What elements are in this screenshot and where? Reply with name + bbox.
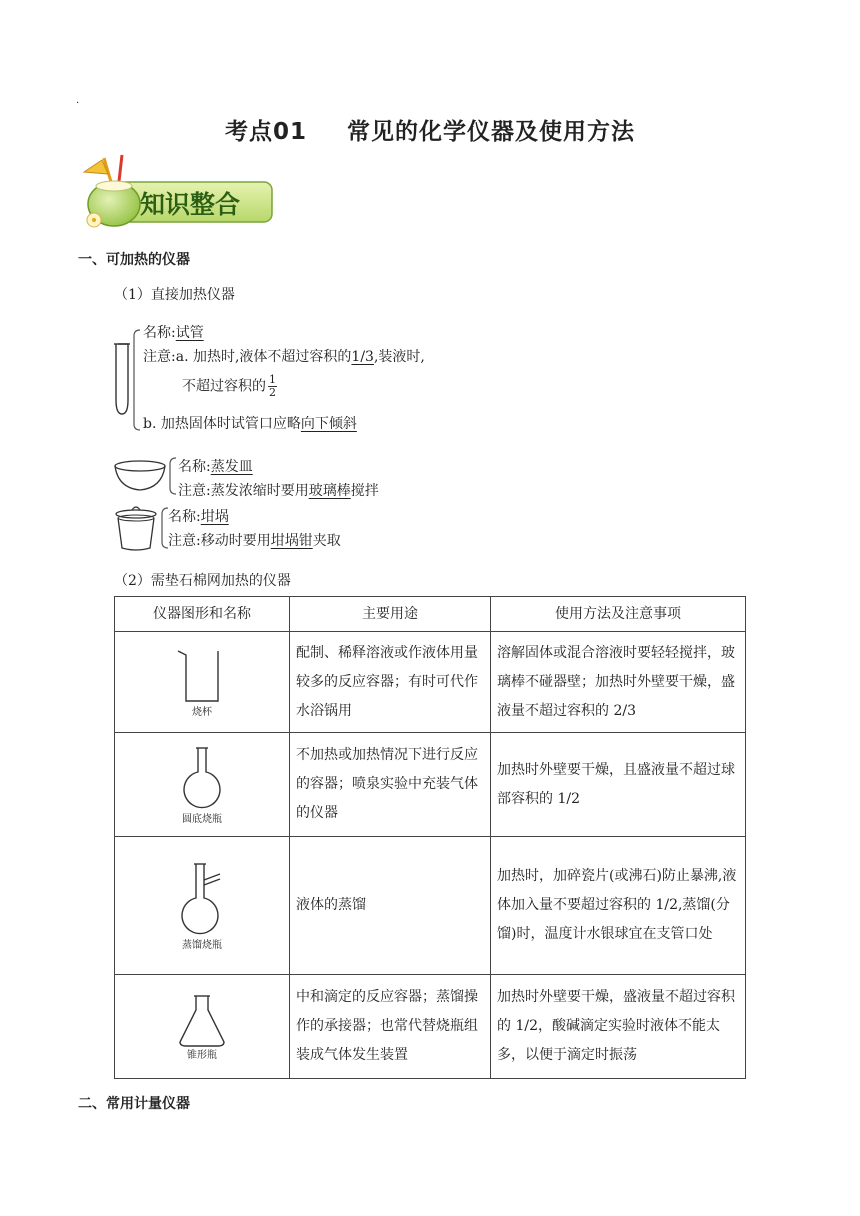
table-cell-use: 不加热或加热情况下进行反应的容器；喷泉实验中充装气体的仪器 xyxy=(290,733,491,837)
round-bottom-flask-icon xyxy=(172,744,232,814)
conical-flask-icon xyxy=(172,992,232,1050)
table-cell-notes: 溶解固体或混合溶液时要轻轻搅拌，玻璃棒不碰器壁；加热时外壁要干燥，盛液量不超过容积的 2/3 xyxy=(491,632,746,733)
crucible-note-underlined: 坩埚钳 xyxy=(270,533,313,549)
beaker-icon xyxy=(172,645,232,707)
table-cell-use: 中和滴定的反应容器；蒸馏操作的承接器；也常代替烧瓶组装成气体发生装置 xyxy=(290,975,491,1079)
section2-heading: 二、常用计量仪器 xyxy=(78,1096,190,1112)
frac-num: 1 xyxy=(269,373,276,386)
table-cell-notes: 加热时外壁要干燥，盛液量不超过容积的 1/2，酸碱滴定实验时液体不能太多，以便于滴定时振荡 xyxy=(491,975,746,1079)
table-row xyxy=(115,837,746,975)
table-row xyxy=(115,975,746,1079)
crucible-icon xyxy=(110,504,170,554)
test-tube-name-prefix: 名称: xyxy=(143,325,176,341)
crucible-name-line xyxy=(168,506,229,526)
note-a-fraction: 1/3 xyxy=(351,349,374,365)
note-b-underlined: 向下倾斜 xyxy=(300,416,357,432)
crucible-note xyxy=(168,530,341,550)
test-tube-icon xyxy=(110,328,146,432)
table-cell-use: 液体的蒸馏 xyxy=(290,837,491,975)
test-tube-name: 试管 xyxy=(175,325,204,341)
apparatus-name: 烧杯 xyxy=(192,707,212,718)
table-cell-notes: 加热时外壁要干燥，且盛液量不超过球部容积的 1/2 xyxy=(491,733,746,837)
title-code: 考点01 xyxy=(224,119,307,145)
test-tube-note-a xyxy=(143,346,425,366)
fraction-half xyxy=(268,374,277,399)
crucible-note-prefix: 注意:移动时要用 xyxy=(168,533,271,549)
distillation-flask-icon xyxy=(172,860,232,940)
evap-dish-note xyxy=(178,480,379,500)
table-header-cell: 使用方法及注意事项 xyxy=(491,597,746,632)
note-b-prefix: b. 加热固体时试管口应略 xyxy=(143,416,301,432)
note-a-mid: ,装液时, xyxy=(373,349,425,365)
table-row xyxy=(115,632,746,733)
evap-note-underlined: 玻璃棒 xyxy=(308,483,351,499)
apparatus-name: 蒸馏烧瓶 xyxy=(182,939,222,951)
test-tube-note-a2 xyxy=(182,374,277,399)
evap-dish-name: 蒸发皿 xyxy=(210,459,253,475)
table-cell-image xyxy=(115,632,290,733)
crucible-note-suffix: 夹取 xyxy=(312,533,341,549)
apparatus-name: 锥形瓶 xyxy=(187,1049,217,1061)
stray-dot: · xyxy=(76,98,80,109)
title-text: 常见的化学仪器及使用方法 xyxy=(347,119,635,145)
crucible-name: 坩埚 xyxy=(200,509,229,525)
section1-heading: 一、可加热的仪器 xyxy=(78,252,190,268)
table-row xyxy=(115,733,746,837)
table-cell-notes: 加热时，加碎瓷片(或沸石)防止暴沸,液体加入量不要超过容积的 1/2,蒸馏(分馏)时，温度计水银球宜在支管口处 xyxy=(491,837,746,975)
section1-sub1: （1）直接加热仪器 xyxy=(114,287,235,303)
note-a-prefix: 注意:a. 加热时,液体不超过容积的 xyxy=(143,349,352,365)
section1-sub2: （2）需垫石棉网加热的仪器 xyxy=(114,573,291,589)
test-tube-note-b xyxy=(143,413,357,433)
table-header-cell: 仪器图形和名称 xyxy=(115,597,290,632)
evap-note-prefix: 注意:蒸发浓缩时要用 xyxy=(178,483,309,499)
table-cell-image xyxy=(115,733,290,837)
table-cell-image xyxy=(115,837,290,975)
table-cell-use: 配制、稀释溶液或作液体用量较多的反应容器；有时可代作水浴锅用 xyxy=(290,632,491,733)
table-header-row xyxy=(115,597,746,632)
table-header-cell: 主要用途 xyxy=(290,597,491,632)
badge-label: 知识整合 xyxy=(140,190,241,219)
frac-den: 2 xyxy=(269,386,276,399)
evap-dish-name-line xyxy=(178,456,253,476)
crucible-name-prefix: 名称: xyxy=(168,509,201,525)
apparatus-table xyxy=(114,596,746,1079)
table-cell-image xyxy=(115,975,290,1079)
evap-name-prefix: 名称: xyxy=(178,459,211,475)
page-title xyxy=(0,113,860,146)
evap-note-suffix: 搅拌 xyxy=(350,483,379,499)
knowledge-badge xyxy=(78,152,278,234)
test-tube-name-line xyxy=(143,322,204,342)
note-a2-text: 不超过容积的 xyxy=(182,378,266,395)
evaporating-dish-icon xyxy=(112,454,178,500)
coconut-banner-icon xyxy=(78,152,278,234)
apparatus-name: 圆底烧瓶 xyxy=(182,813,222,825)
